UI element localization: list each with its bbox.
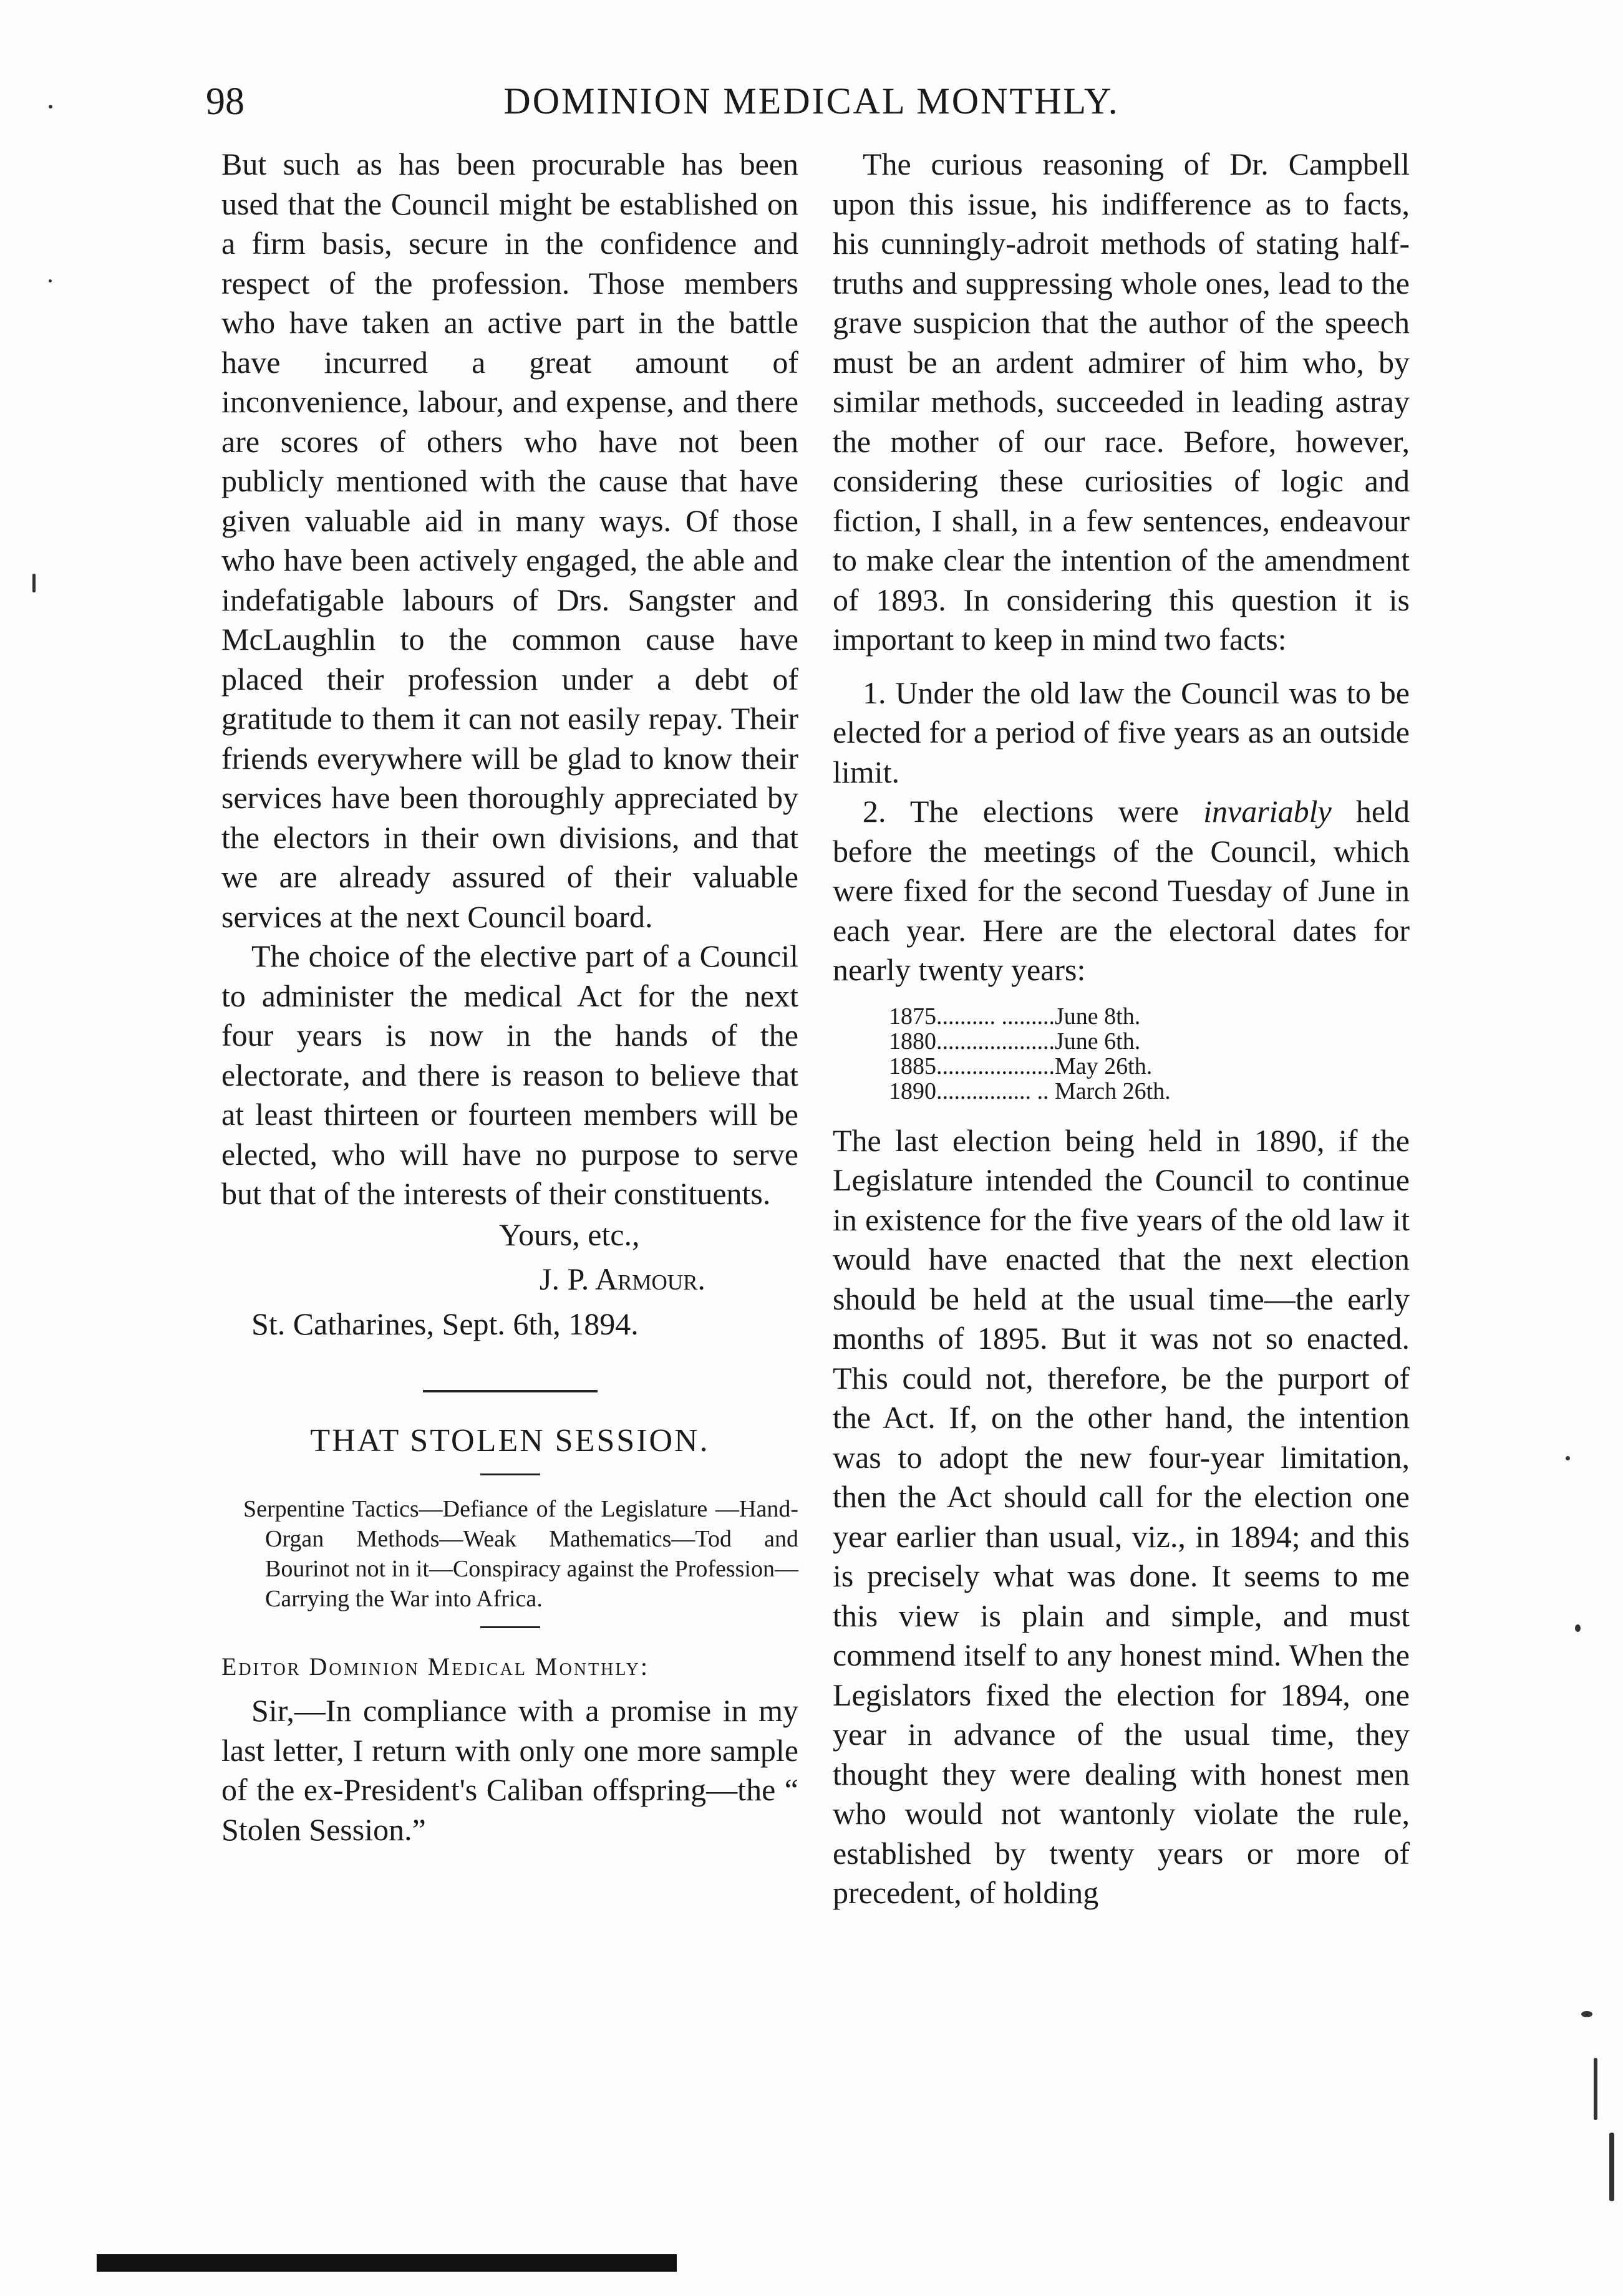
fact-2-lead: 2. The elections were [863,794,1204,829]
margin-speck [1594,2058,1597,2120]
letter-dateline: St. Catharines, Sept. 6th, 1894. [251,1306,639,1341]
synopsis-divider [480,1626,540,1628]
letter-closing: Yours, etc., [499,1217,640,1252]
left-paragraph-1: But such as has been procurable has been used that the Council might be established on a firm basis, secure in the confidence and respect of the profession. Those members who have taken an active part in the battle have incurred a great amount of inconvenience, labour, and expense, and there are scores of others who have not been publicly mentioned with the cause that have given valuable aid in many ways. Of those who have been actively engaged, the able and indefatigable labours of Drs. Sangster and McLaughlin to the common cause have placed their profession under a debt of gratitude to them it can not easily repay. Their friends everywhere will be glad to know their services have been thoroughly appreciated by the electors in their own divisions, and that we are already assured of their valuable services at the next Council board. [221,147,798,934]
margin-speck [1575,1624,1581,1632]
letter-signature: J. P. Armour. [540,1261,705,1296]
article-title: THAT STOLEN SESSION. [310,1423,710,1459]
election-date-row: 1885....................May 26th. [889,1053,1153,1079]
fact-2-rest: held before the meetings of the Council, which were fixed for the second Tuesday of June in each year. Here are the electoral dates for nearly twenty years: [833,794,1410,987]
margin-speck [49,279,52,282]
scan-edge-bar [97,2254,677,2272]
letter-addressee: Editor Dominion Medical Monthly: [221,1652,649,1681]
right-paragraph-1: The curious reasoning of Dr. Campbell upon this issue, his indifference as to facts, his cunningly-adroit methods of stating half-truths and suppressing whole ones, lead to the grave suspicion that the author of the speech must be an ardent admirer of him who, by similar methods, succeeded in leading astray the mother of our race. Before, however, considering these curiosities of logic and fiction, I shall, in a few sentences, endeavour to make clear the intention of the amendment of 1893. In considering this question it is important to keep in mind two facts: [833,147,1410,657]
title-divider [480,1474,540,1475]
right-paragraph-2: The last election being held in 1890, if the Legislature intended the Council to continue in existence for the five years of the old law it would have enacted that the next election should be held at the usual time—the early months of 1895. But it was not so enacted. This could not, therefore, be the purport of the Act. If, on the other hand, the intention was to adopt the new four-year limitation, then the Act should call for the election one year earlier than usual, viz., in 1894; and this is precisely what was done. It seems to me this view is plain and simple, and must commend itself to any honest mind. When the Legislators fixed the election for 1894, one year in advance of the usual time, they thought they were dealing with honest men who would not wantonly violate the rule, established by twenty years or more of precedent, of holding [833,1122,1410,1910]
fact-2-emphasis: invariably [1203,794,1332,829]
page-number: 98 [206,80,245,123]
margin-speck [1566,1456,1570,1460]
margin-speck [32,574,36,592]
left-paragraph-3: Sir,—In compliance with a promise in my last letter, I return with only one more sample of the ex-President's Caliban offspring—the “ Stolen Session.” [221,1693,798,1847]
fact-2 [833,792,1410,990]
margin-speck [49,105,52,109]
right-column [833,145,1410,1913]
election-date-row: 1880....................June 6th. [889,1028,1141,1054]
margin-speck [1609,2133,1614,2201]
election-date-row: 1890................ .. March 26th. [889,1078,1171,1104]
fact-1: 1. Under the old law the Council was to be elected for a period of five years as an outside limit. [833,675,1410,789]
section-divider [423,1390,598,1392]
margin-speck [1581,2011,1592,2017]
election-dates-list [833,1004,1410,1104]
running-head: DOMINION MEDICAL MONTHLY. [503,80,1120,122]
article-synopsis: Serpentine Tactics—Defiance of the Legislature —Hand-Organ Methods—Weak Mathematics—Tod and Bourinot not in it—Conspiracy against the Profession—Carrying the War into Africa. [243,1495,798,1612]
left-paragraph-2: The choice of the elective part of a Council to administer the medical Act for the next four years is now in the hands of the electorate, and there is reason to believe that at least thirteen or fourteen members will be elected, who will have no purpose to serve but that of the interests of their constituents. [221,938,798,1211]
left-column [221,145,798,1850]
election-date-row: 1875.......... .........June 8th. [889,1003,1141,1030]
